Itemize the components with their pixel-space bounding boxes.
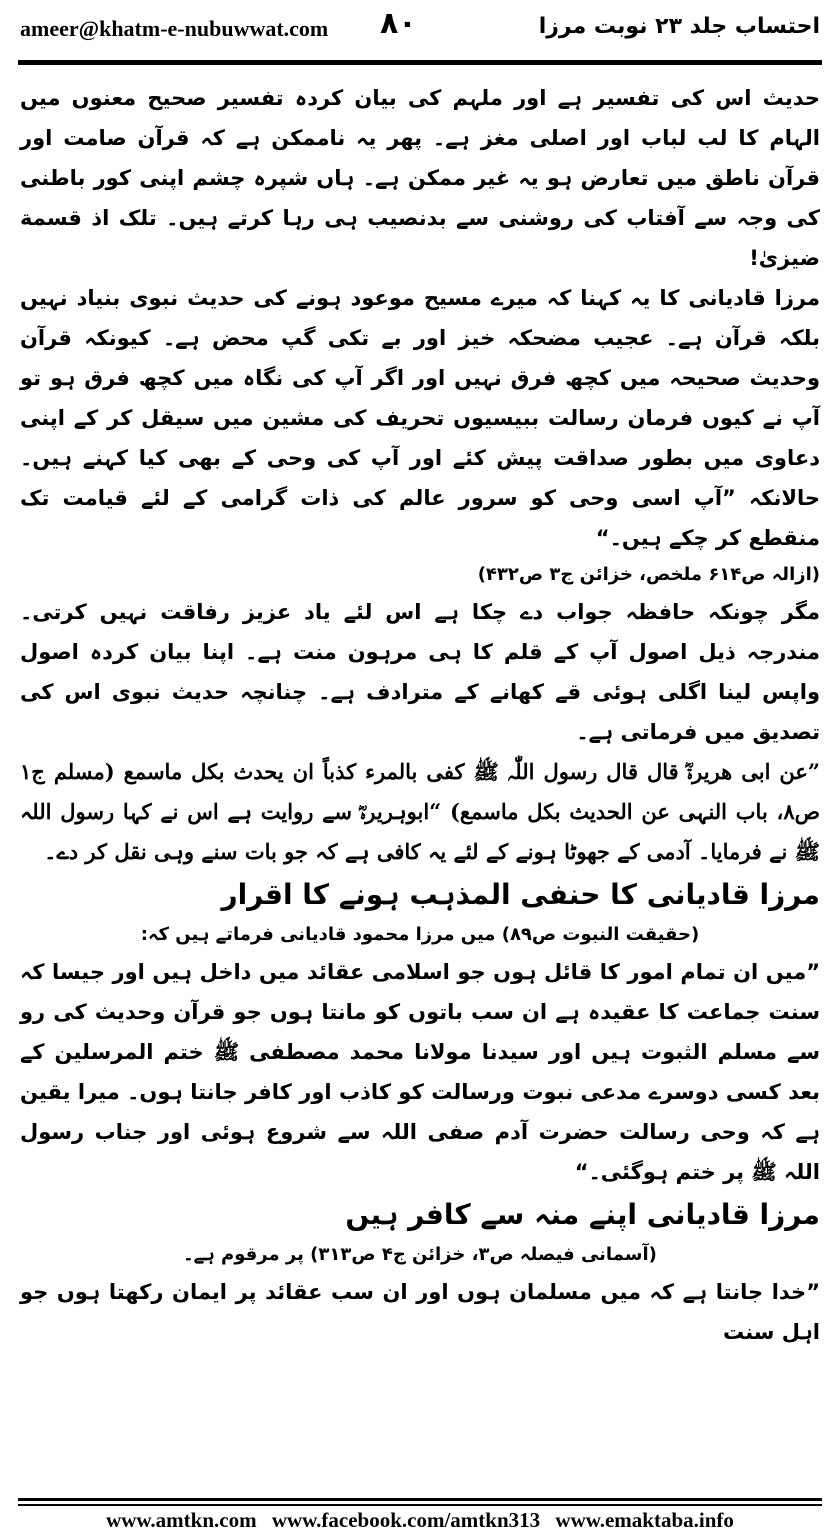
reference-2: (حقیقت النبوت ص۸۹) میں مرزا محمود قادیانی فرماتے ہیں کہ:: [140, 924, 700, 945]
hadith-quote: ”عن ابی ھریرةؓ قال قال رسول اللّٰہ ﷺ کفی بالمرء کذباً ان یحدث بکل ماسمع (مسلم ج۱ ص۸، باب النہی عن الحدیث بکل ماسمع) “ابوہریرہؓ سے روایت ہے اس نے کہا رسول اللہ ﷺ نے فرمایا۔ آدمی کے جھوٹا ہونے کے لئے یہ کافی ہے کہ جو بات سنے وہی نقل کر دے۔: [20, 759, 820, 864]
page-body: [20, 78, 820, 1352]
page-number: ۸۰: [380, 6, 417, 41]
header-email: ameer@khatm-e-nubuwwat.com: [20, 16, 329, 41]
section-heading-1: مرزا قادیانی کا حنفی المذہب ہونے کا اقرار: [221, 878, 820, 911]
page-header: [0, 0, 840, 62]
quote-2: ”میں ان تمام امور کا قائل ہوں جو اسلامی عقائد میں داخل ہیں اور جیسا کہ سنت جماعت کا عقیدہ ہے ان سب باتوں کو مانتا ہوں جو قرآن وحدیث کی رو سے مسلم الثبوت ہیں اور سیدنا مولانا محمد مصطفی ﷺ ختم المرسلین کے بعد کسی دوسرے مدعی نبوت ورسالت کو کاذب اور کافر جانتا ہوں۔ میرا یقین ہے کہ وحی رسالت حضرت آدم صفی اللہ سے شروع ہوئی اور جناب رسول اللہ ﷺ پر ختم ہوگئی۔“: [20, 960, 820, 1184]
reference-3: (آسمانی فیصلہ ص۳، خزائن ج۴ ص۳۱۳) پر مرقوم ہے۔: [183, 1244, 657, 1265]
footer-links: www.amtkn.com www.facebook.com/amtkn313 www.emaktaba.info: [106, 1508, 734, 1532]
paragraph-4: ”خدا جانتا ہے کہ میں مسلمان ہوں اور ان سب عقائد پر ایمان رکھتا ہوں جو اہل سنت: [20, 1280, 820, 1344]
footer-rule-1: [18, 1498, 822, 1501]
header-rule: [18, 60, 822, 65]
section-heading-2: مرزا قادیانی اپنے منہ سے کافر ہیں: [345, 1198, 820, 1231]
page-footer: [0, 1498, 840, 1540]
paragraph-3: مگر چونکہ حافظہ جواب دے چکا ہے اس لئے یاد عزیز رفاقت نہیں کرتی۔ مندرجہ ذیل اصول آپ کے قلم کا ہی مرہون منت ہے۔ اپنا بیان کردہ اصول واپس لینا اگلی ہوئی قے کھانے کے مترادف ہے۔ چنانچہ حدیث نبوی اس کی تصدیق میں فرماتی ہے۔: [20, 600, 820, 744]
paragraph-2: مرزا قادیانی کا یہ کہنا کہ میرے مسیح موعود ہونے کی حدیث نبوی بنیاد نہیں بلکہ قرآن ہے۔ عجیب مضحکہ خیز اور بے تکی گپ محض ہے۔ کیونکہ قرآن وحدیث صحیحہ میں کچھ فرق نہیں اور اگر آپ کی نگاہ میں کچھ فرق ہو تو آپ نے کیوں فرمان رسالت ببیسیوں تحریف کی مشین میں سیقل کر کے اپنی دعاوی میں بطور صداقت پیش کئے اور آپ کی وحی کے بھی کیا کہنے ہیں۔ حالانکہ ”آپ اسی وحی کو سرور عالم کی ذات گرامی کے لئے قیامت تک منقطع کر چکے ہیں۔“: [20, 286, 820, 550]
reference-1: (ازالہ ص۶۱۴ ملخص، خزائن ج۳ ص۴۳۲): [477, 564, 820, 585]
footer-rule-2: [18, 1504, 822, 1506]
paragraph-1: حدیث اس کی تفسیر ہے اور ملہم کی بیان کردہ تفسیر صحیح معنوں میں الہام کا لب لباب اور اصلی مغز ہے۔ پھر یہ ناممکن ہے کہ قرآن صامت اور قرآن ناطق میں تعارض ہو یہ غیر ممکن ہے۔ ہاں شپرہ چشم اپنی کور باطنی کی وجہ سے آفتاب کی روشنی سے بدنصیب ہی رہا کرتے ہیں۔ تلک اذ قسمة ضیزیٰ!: [20, 86, 820, 270]
book-title: احتساب جلد ۲۳ نوبت مرزا: [538, 14, 820, 39]
